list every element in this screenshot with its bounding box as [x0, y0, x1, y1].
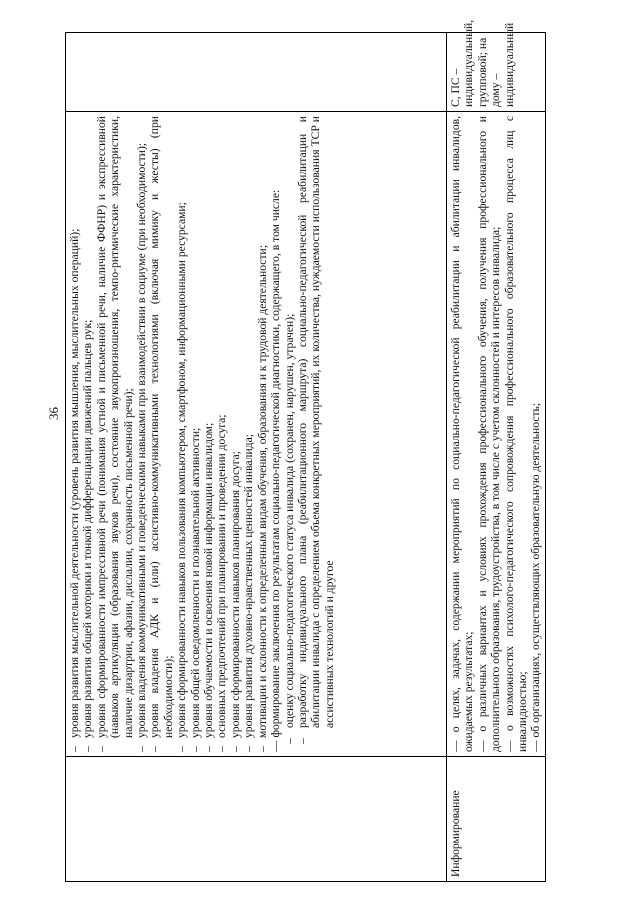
- executor-cell: [66, 33, 447, 112]
- paragraph: — о различных вариантах и условиях прохождения профессионального обучения, получения профессионального и дополнительного образования, трудоустройства, в том числе с учетом склонностей и интересов инвалида;: [475, 116, 503, 752]
- section-cell: [66, 757, 447, 882]
- list-item: – уровня владения АДК и (или) ассистивно-коммуникативными технологиями (включая мимику и жесты) (при необходимости);: [148, 116, 175, 752]
- paragraph: — о целях, задачах, содержании мероприятий по социально-педагогической реабилитации и абилитации инвалидов, ожидаемых результатах;: [449, 116, 476, 752]
- list-item: – уровня развития мыслительной деятельности (уровень развития мышления, мыслительных операций);: [68, 116, 81, 752]
- list-item: – разработку индивидуального плана (реабилитационного маршрута) социально-педагогической реабилитации и абилитации инвалида с определением объема конкретных мероприятий, их количества, нуждаемости использования ТСР и ассистивных технологий и другое: [296, 116, 336, 752]
- content-cell: [447, 112, 546, 757]
- list-item: – уровня владения коммуникативными и поведенческими навыками при взаимодействии в социуме (при необходимости);: [135, 116, 148, 752]
- list-item: – уровня общей осведомленности и познавательной активности;: [189, 116, 202, 752]
- rotated-page-content: [65, 19, 585, 882]
- content-list: [68, 116, 336, 752]
- page-number: 36: [46, 407, 61, 420]
- rehabilitation-table: [65, 19, 546, 882]
- list-item: – уровня сформированности навыков планирования досуга;: [229, 116, 242, 752]
- paragraph: — об организациях, осуществляющих образовательную деятельность;: [529, 402, 543, 752]
- list-item: – уровня развития общей моторики и тонкой дифференциации движений пальцев рук;: [81, 116, 94, 752]
- list-item: – уровня обучаемости и освоения новой информации инвалидом;: [202, 116, 215, 752]
- list-item: — формирование заключения по результатам социально-педагогической диагностики, содержащего, в том числе:: [269, 189, 283, 752]
- list-item: – оценку социально-педагогического статуса инвалида (сохранен, нарушен, утрачен);: [283, 116, 296, 752]
- paragraph: — о возможностях психолого-педагогического сопровождения профессионального образовательного процесса лиц с инвалидностью;: [502, 116, 530, 752]
- executor-cell: С, ПС – индивидуальный, групповой; на дому – индивидуальный: [447, 33, 546, 112]
- list-item: – уровня сформированности навыков пользования компьютером, смартфоном, информационными ресурсами;: [175, 116, 188, 752]
- section-cell: Информирование: [447, 757, 546, 882]
- table-row: [447, 33, 546, 882]
- list-item: – мотивации и склонности к определенным видам обучения, образования и к трудовой деятельности;: [256, 116, 269, 752]
- content-cell: [66, 112, 447, 757]
- list-item: – уровня развития духовно-нравственных ценностей инвалида;: [242, 116, 255, 752]
- list-item: – уровня сформированности импрессивной речи (понимания устной и письменной речи, наличие ФФНР) и экспрессивной (навыков артикуляции (образования звуков речи), состояние звукопроизношения, темпо-ритмические характеристики, наличие дизартрии, афазии, дислалии, сохранность письменной речи);: [95, 116, 135, 752]
- table-row: [66, 33, 447, 882]
- list-item: – основных предпочтений при планировании и проведении досуга;: [215, 116, 228, 752]
